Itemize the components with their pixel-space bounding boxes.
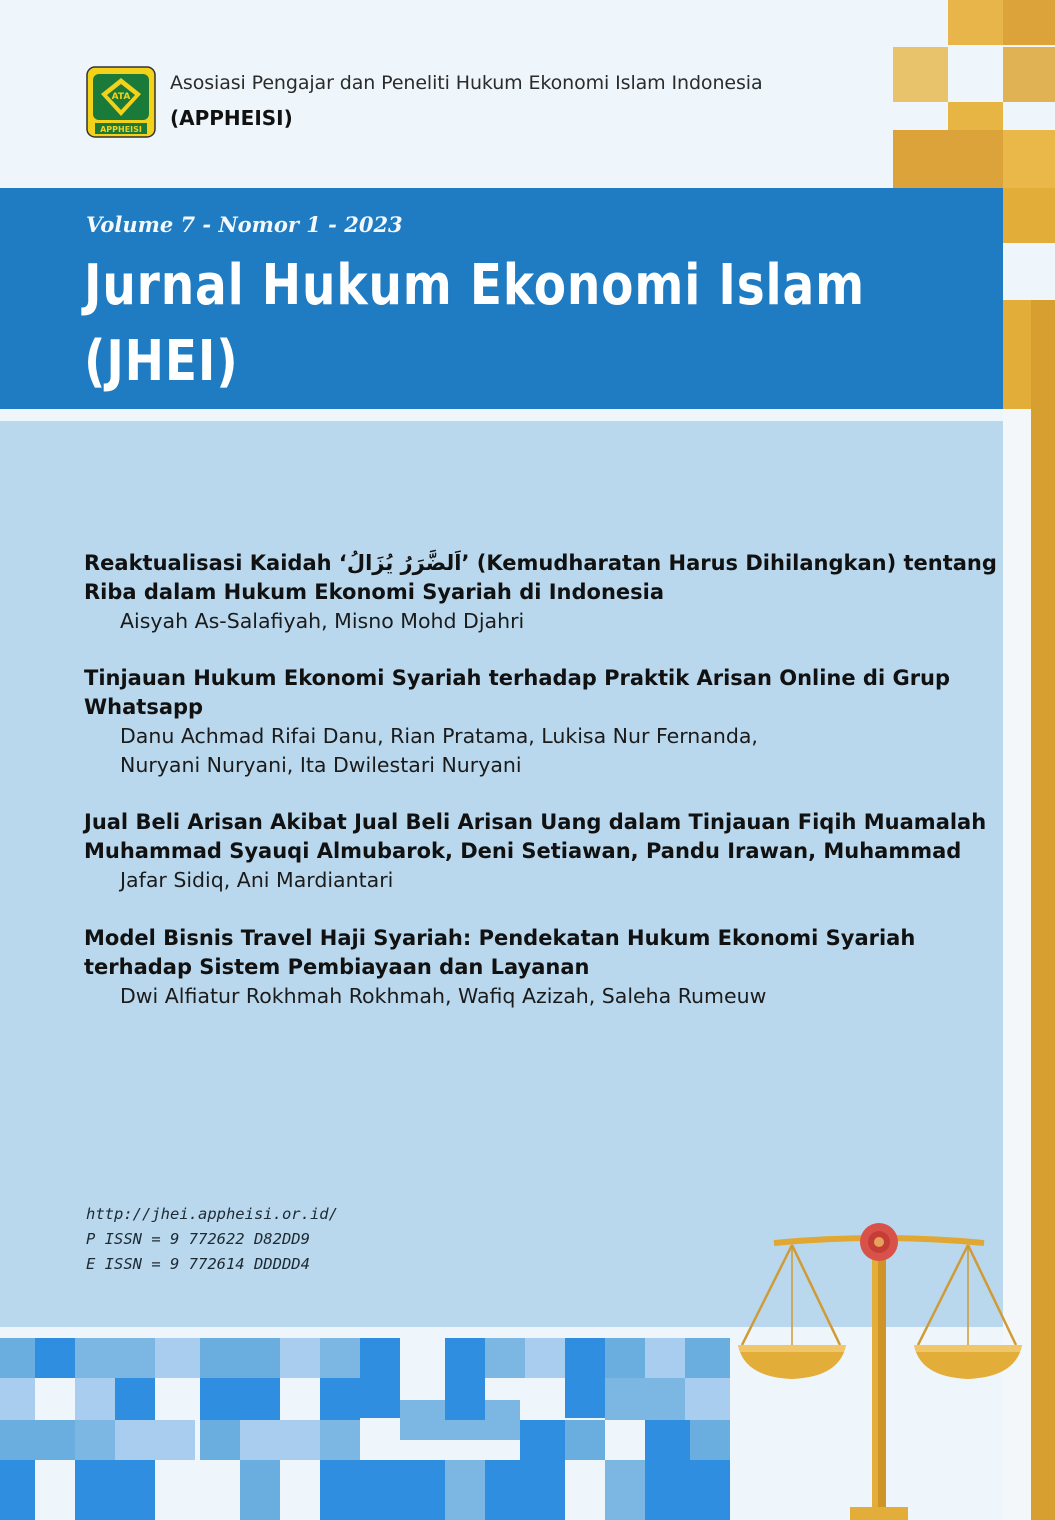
article-authors: Danu Achmad Rifai Danu, Rian Pratama, Lukisa Nur Fernanda, — [120, 724, 758, 748]
article-title: Whatsapp — [84, 695, 204, 719]
article-title: Muhammad Syauqi Almubarok, Deni Setiawan, Pandu Irawan, Muhammad — [84, 839, 962, 863]
article-authors: Aisyah As-Salafiyah, Misno Mohd Djahri — [120, 609, 525, 633]
e-issn: E ISSN = 9 772614 DDDDD4 — [86, 1255, 310, 1273]
article-title: terhadap Sistem Pembiayaan dan Layanan — [84, 955, 590, 979]
article-entry — [84, 549, 997, 636]
journal-title-line2: (JHEI) — [84, 329, 239, 394]
gold-block — [893, 130, 1003, 188]
article-title: Model Bisnis Travel Haji Syariah: Pendekatan Hukum Ekonomi Syariah — [84, 926, 916, 950]
organization-name: Asosiasi Pengajar dan Peneliti Hukum Ekonomi Islam Indonesia — [170, 72, 763, 94]
article-title: Tinjauan Hukum Ekonomi Syariah terhadap Praktik Arisan Online di Grup — [84, 666, 951, 690]
journal-title-line1: Jurnal Hukum Ekonomi Islam — [84, 253, 865, 318]
gold-block — [1003, 130, 1055, 188]
svg-text:APPHEISI: APPHEISI — [100, 125, 142, 134]
journal-title — [84, 248, 865, 400]
issue-label: Volume 7 - Nomor 1 - 2023 — [86, 212, 403, 237]
gold-block — [1003, 0, 1055, 45]
article-authors: Nuryani Nuryani, Ita Dwilestari Nuryani — [120, 753, 522, 777]
article-entry — [84, 664, 964, 780]
article-authors: Dwi Alfiatur Rokhmah Rokhmah, Wafiq Azizah, Saleha Rumeuw — [120, 984, 767, 1008]
journal-url: http://jhei.appheisi.or.id/ — [86, 1205, 338, 1223]
svg-text:ATA: ATA — [111, 92, 131, 102]
article-title: Riba dalam Hukum Ekonomi Syariah di Indonesia — [84, 580, 665, 604]
article-entry — [84, 924, 964, 1011]
journal-meta — [86, 1202, 338, 1277]
gold-block — [1003, 47, 1055, 102]
gold-block — [948, 102, 1003, 132]
article-authors: Jafar Sidiq, Ani Mardiantari — [120, 868, 394, 892]
logo-emblem — [86, 66, 156, 138]
article-title: Jual Beli Arisan Akibat Jual Beli Arisan Uang dalam Tinjauan Fiqih Muamalah — [84, 810, 987, 834]
p-issn: P ISSN = 9 772622 D82DD9 — [86, 1230, 310, 1248]
scales-of-justice-icon — [732, 1215, 1030, 1520]
gold-inner-strip — [1031, 300, 1055, 1520]
organization-abbr: (APPHEISI) — [170, 106, 293, 130]
article-entry — [84, 808, 987, 895]
article-title: Reaktualisasi Kaidah ‘اَلضَّرَرُ يُزَالُ’ (Kemudharatan Harus Dihilangkan) tentang — [84, 551, 997, 575]
mosaic-pattern — [0, 1338, 730, 1520]
gold-block — [893, 47, 948, 102]
gold-block — [948, 0, 1003, 45]
